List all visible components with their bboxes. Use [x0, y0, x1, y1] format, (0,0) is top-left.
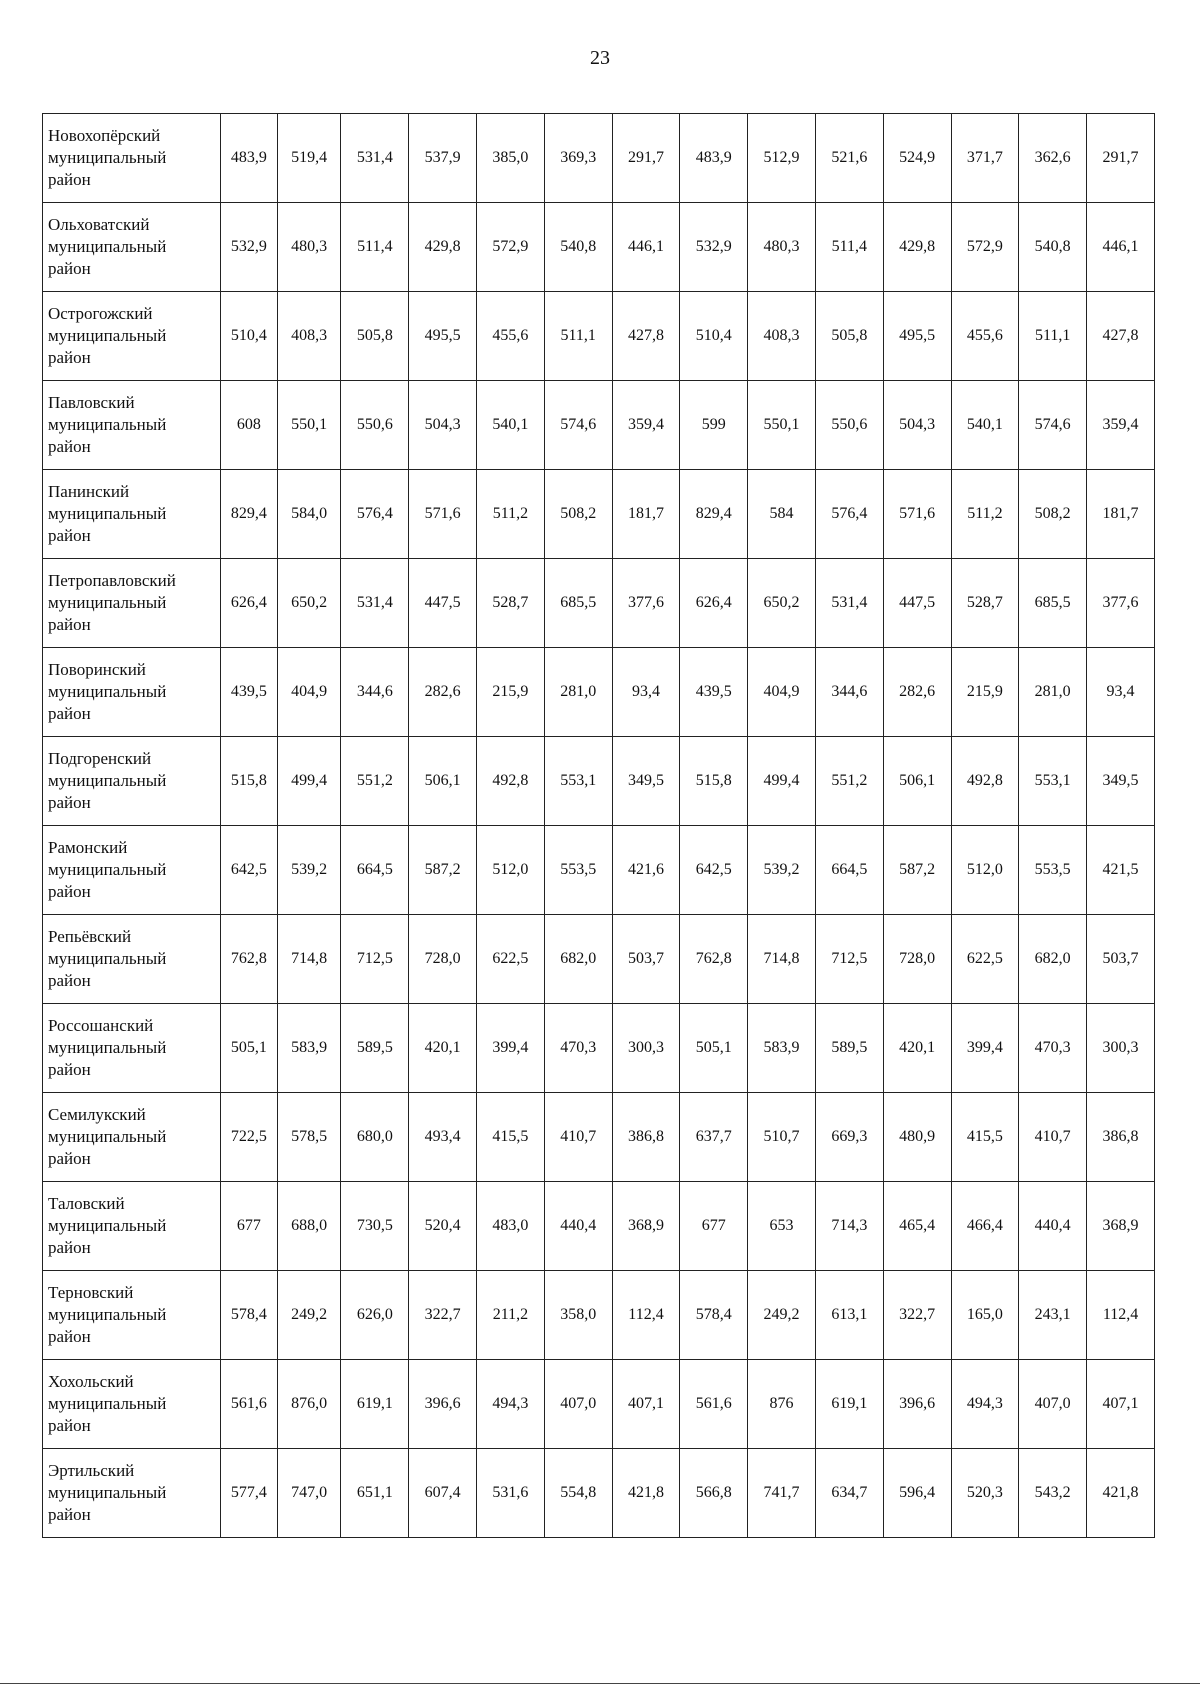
value-cell: 550,1	[277, 381, 341, 470]
table-row	[43, 470, 1155, 559]
value-cell: 447,5	[883, 559, 951, 648]
value-cell: 553,5	[1019, 826, 1087, 915]
value-cell: 607,4	[409, 1449, 477, 1538]
value-cell: 584,0	[277, 470, 341, 559]
value-cell: 587,2	[883, 826, 951, 915]
value-cell: 584	[748, 470, 816, 559]
value-cell: 112,4	[1087, 1271, 1155, 1360]
value-cell: 440,4	[1019, 1182, 1087, 1271]
value-cell: 574,6	[544, 381, 612, 470]
value-cell: 447,5	[409, 559, 477, 648]
value-cell: 386,8	[612, 1093, 680, 1182]
table-row	[43, 559, 1155, 648]
value-cell: 515,8	[680, 737, 748, 826]
table-body	[43, 114, 1155, 1538]
value-cell: 407,0	[1019, 1360, 1087, 1449]
value-cell: 211,2	[477, 1271, 545, 1360]
value-cell: 576,4	[815, 470, 883, 559]
value-cell: 446,1	[1087, 203, 1155, 292]
value-cell: 404,9	[277, 648, 341, 737]
value-cell: 439,5	[221, 648, 278, 737]
value-cell: 876,0	[277, 1360, 341, 1449]
value-cell: 181,7	[1087, 470, 1155, 559]
value-cell: 511,1	[544, 292, 612, 381]
value-cell: 505,1	[680, 1004, 748, 1093]
value-cell: 505,8	[341, 292, 409, 381]
value-cell: 465,4	[883, 1182, 951, 1271]
value-cell: 519,4	[277, 114, 341, 203]
value-cell: 371,7	[951, 114, 1019, 203]
value-cell: 404,9	[748, 648, 816, 737]
value-cell: 664,5	[815, 826, 883, 915]
value-cell: 637,7	[680, 1093, 748, 1182]
value-cell: 344,6	[341, 648, 409, 737]
value-cell: 619,1	[815, 1360, 883, 1449]
value-cell: 494,3	[951, 1360, 1019, 1449]
value-cell: 510,4	[221, 292, 278, 381]
value-cell: 578,4	[221, 1271, 278, 1360]
value-cell: 512,0	[477, 826, 545, 915]
value-cell: 650,2	[277, 559, 341, 648]
value-cell: 599	[680, 381, 748, 470]
district-name-cell: Россошанский муниципальный район	[43, 1004, 221, 1093]
value-cell: 408,3	[748, 292, 816, 381]
district-name-cell: Ольховатский муниципальный район	[43, 203, 221, 292]
value-cell: 446,1	[612, 203, 680, 292]
value-cell: 415,5	[477, 1093, 545, 1182]
value-cell: 112,4	[612, 1271, 680, 1360]
value-cell: 470,3	[544, 1004, 612, 1093]
district-name-cell: Репьёвский муниципальный район	[43, 915, 221, 1004]
value-cell: 93,4	[612, 648, 680, 737]
value-cell: 572,9	[951, 203, 1019, 292]
value-cell: 396,6	[883, 1360, 951, 1449]
district-name-cell: Семилукский муниципальный район	[43, 1093, 221, 1182]
value-cell: 499,4	[748, 737, 816, 826]
value-cell: 571,6	[883, 470, 951, 559]
value-cell: 455,6	[951, 292, 1019, 381]
value-cell: 512,9	[748, 114, 816, 203]
value-cell: 677	[680, 1182, 748, 1271]
value-cell: 493,4	[409, 1093, 477, 1182]
district-name-cell: Подгоренский муниципальный район	[43, 737, 221, 826]
value-cell: 583,9	[277, 1004, 341, 1093]
value-cell: 483,9	[680, 114, 748, 203]
value-cell: 626,0	[341, 1271, 409, 1360]
value-cell: 520,3	[951, 1449, 1019, 1538]
table-row	[43, 915, 1155, 1004]
value-cell: 688,0	[277, 1182, 341, 1271]
value-cell: 508,2	[1019, 470, 1087, 559]
value-cell: 551,2	[815, 737, 883, 826]
value-cell: 420,1	[409, 1004, 477, 1093]
value-cell: 622,5	[477, 915, 545, 1004]
value-cell: 281,0	[1019, 648, 1087, 737]
value-cell: 741,7	[748, 1449, 816, 1538]
value-cell: 551,2	[341, 737, 409, 826]
value-cell: 651,1	[341, 1449, 409, 1538]
value-cell: 762,8	[221, 915, 278, 1004]
value-cell: 550,1	[748, 381, 816, 470]
value-cell: 427,8	[1087, 292, 1155, 381]
value-cell: 420,1	[883, 1004, 951, 1093]
value-cell: 524,9	[883, 114, 951, 203]
value-cell: 714,8	[748, 915, 816, 1004]
value-cell: 577,4	[221, 1449, 278, 1538]
bottom-rule	[0, 1683, 1200, 1684]
value-cell: 511,2	[477, 470, 545, 559]
value-cell: 531,4	[341, 559, 409, 648]
value-cell: 407,0	[544, 1360, 612, 1449]
value-cell: 421,6	[612, 826, 680, 915]
value-cell: 349,5	[1087, 737, 1155, 826]
value-cell: 215,9	[477, 648, 545, 737]
value-cell: 399,4	[951, 1004, 1019, 1093]
value-cell: 539,2	[748, 826, 816, 915]
value-cell: 511,4	[341, 203, 409, 292]
value-cell: 531,4	[815, 559, 883, 648]
value-cell: 728,0	[409, 915, 477, 1004]
value-cell: 685,5	[1019, 559, 1087, 648]
value-cell: 495,5	[883, 292, 951, 381]
value-cell: 619,1	[341, 1360, 409, 1449]
value-cell: 747,0	[277, 1449, 341, 1538]
value-cell: 510,7	[748, 1093, 816, 1182]
value-cell: 215,9	[951, 648, 1019, 737]
value-cell: 407,1	[612, 1360, 680, 1449]
value-cell: 634,7	[815, 1449, 883, 1538]
value-cell: 377,6	[1087, 559, 1155, 648]
value-cell: 508,2	[544, 470, 612, 559]
value-cell: 540,8	[544, 203, 612, 292]
table-row	[43, 114, 1155, 203]
value-cell: 574,6	[1019, 381, 1087, 470]
value-cell: 626,4	[680, 559, 748, 648]
value-cell: 578,5	[277, 1093, 341, 1182]
value-cell: 291,7	[1087, 114, 1155, 203]
value-cell: 300,3	[1087, 1004, 1155, 1093]
value-cell: 291,7	[612, 114, 680, 203]
table-row	[43, 203, 1155, 292]
value-cell: 503,7	[1087, 915, 1155, 1004]
district-name-cell: Новохопёрский муниципальный район	[43, 114, 221, 203]
district-name-cell: Хохольский муниципальный район	[43, 1360, 221, 1449]
value-cell: 553,1	[544, 737, 612, 826]
value-cell: 714,3	[815, 1182, 883, 1271]
page-number: 23	[590, 47, 610, 69]
value-cell: 540,1	[951, 381, 1019, 470]
value-cell: 554,8	[544, 1449, 612, 1538]
value-cell: 505,8	[815, 292, 883, 381]
value-cell: 344,6	[815, 648, 883, 737]
table-row	[43, 648, 1155, 737]
value-cell: 576,4	[341, 470, 409, 559]
value-cell: 377,6	[612, 559, 680, 648]
value-cell: 596,4	[883, 1449, 951, 1538]
value-cell: 543,2	[1019, 1449, 1087, 1538]
value-cell: 483,9	[221, 114, 278, 203]
value-cell: 410,7	[1019, 1093, 1087, 1182]
value-cell: 492,8	[951, 737, 1019, 826]
district-name-cell: Павловский муниципальный район	[43, 381, 221, 470]
value-cell: 495,5	[409, 292, 477, 381]
value-cell: 505,1	[221, 1004, 278, 1093]
table-row	[43, 292, 1155, 381]
value-cell: 511,4	[815, 203, 883, 292]
value-cell: 550,6	[815, 381, 883, 470]
district-name-cell: Эртильский муниципальный район	[43, 1449, 221, 1538]
value-cell: 550,6	[341, 381, 409, 470]
value-cell: 531,6	[477, 1449, 545, 1538]
table-row	[43, 1182, 1155, 1271]
value-cell: 506,1	[409, 737, 477, 826]
district-name-cell: Панинский муниципальный район	[43, 470, 221, 559]
value-cell: 722,5	[221, 1093, 278, 1182]
value-cell: 520,4	[409, 1182, 477, 1271]
value-cell: 712,5	[815, 915, 883, 1004]
value-cell: 531,4	[341, 114, 409, 203]
value-cell: 677	[221, 1182, 278, 1271]
value-cell: 368,9	[612, 1182, 680, 1271]
value-cell: 506,1	[883, 737, 951, 826]
value-cell: 243,1	[1019, 1271, 1087, 1360]
value-cell: 587,2	[409, 826, 477, 915]
value-cell: 653	[748, 1182, 816, 1271]
value-cell: 650,2	[748, 559, 816, 648]
value-cell: 480,9	[883, 1093, 951, 1182]
value-cell: 642,5	[221, 826, 278, 915]
value-cell: 359,4	[1087, 381, 1155, 470]
value-cell: 421,8	[1087, 1449, 1155, 1538]
value-cell: 281,0	[544, 648, 612, 737]
value-cell: 669,3	[815, 1093, 883, 1182]
value-cell: 626,4	[221, 559, 278, 648]
value-cell: 762,8	[680, 915, 748, 1004]
value-cell: 561,6	[680, 1360, 748, 1449]
value-cell: 540,1	[477, 381, 545, 470]
value-cell: 499,4	[277, 737, 341, 826]
value-cell: 349,5	[612, 737, 680, 826]
value-cell: 439,5	[680, 648, 748, 737]
table-row	[43, 1093, 1155, 1182]
value-cell: 415,5	[951, 1093, 1019, 1182]
district-name-cell: Терновский муниципальный район	[43, 1271, 221, 1360]
value-cell: 608	[221, 381, 278, 470]
value-cell: 421,8	[612, 1449, 680, 1538]
value-cell: 480,3	[277, 203, 341, 292]
value-cell: 470,3	[1019, 1004, 1087, 1093]
value-cell: 613,1	[815, 1271, 883, 1360]
value-cell: 521,6	[815, 114, 883, 203]
value-cell: 528,7	[477, 559, 545, 648]
value-cell: 249,2	[277, 1271, 341, 1360]
table-row	[43, 1360, 1155, 1449]
value-cell: 539,2	[277, 826, 341, 915]
value-cell: 504,3	[409, 381, 477, 470]
table-row	[43, 381, 1155, 470]
value-cell: 282,6	[409, 648, 477, 737]
value-cell: 322,7	[883, 1271, 951, 1360]
value-cell: 553,5	[544, 826, 612, 915]
value-cell: 572,9	[477, 203, 545, 292]
value-cell: 440,4	[544, 1182, 612, 1271]
value-cell: 165,0	[951, 1271, 1019, 1360]
value-cell: 494,3	[477, 1360, 545, 1449]
value-cell: 537,9	[409, 114, 477, 203]
value-cell: 642,5	[680, 826, 748, 915]
value-cell: 540,8	[1019, 203, 1087, 292]
value-cell: 410,7	[544, 1093, 612, 1182]
value-cell: 408,3	[277, 292, 341, 381]
table-row	[43, 1449, 1155, 1538]
value-cell: 368,9	[1087, 1182, 1155, 1271]
value-cell: 682,0	[1019, 915, 1087, 1004]
municipal-data-table	[42, 113, 1155, 1538]
value-cell: 532,9	[221, 203, 278, 292]
value-cell: 466,4	[951, 1182, 1019, 1271]
value-cell: 300,3	[612, 1004, 680, 1093]
value-cell: 664,5	[341, 826, 409, 915]
value-cell: 429,8	[409, 203, 477, 292]
value-cell: 829,4	[221, 470, 278, 559]
value-cell: 511,1	[1019, 292, 1087, 381]
value-cell: 249,2	[748, 1271, 816, 1360]
value-cell: 712,5	[341, 915, 409, 1004]
value-cell: 455,6	[477, 292, 545, 381]
value-cell: 362,6	[1019, 114, 1087, 203]
value-cell: 407,1	[1087, 1360, 1155, 1449]
value-cell: 730,5	[341, 1182, 409, 1271]
value-cell: 829,4	[680, 470, 748, 559]
value-cell: 282,6	[883, 648, 951, 737]
value-cell: 728,0	[883, 915, 951, 1004]
value-cell: 358,0	[544, 1271, 612, 1360]
value-cell: 386,8	[1087, 1093, 1155, 1182]
value-cell: 483,0	[477, 1182, 545, 1271]
value-cell: 385,0	[477, 114, 545, 203]
value-cell: 578,4	[680, 1271, 748, 1360]
value-cell: 566,8	[680, 1449, 748, 1538]
value-cell: 359,4	[612, 381, 680, 470]
value-cell: 369,3	[544, 114, 612, 203]
value-cell: 427,8	[612, 292, 680, 381]
value-cell: 589,5	[341, 1004, 409, 1093]
value-cell: 396,6	[409, 1360, 477, 1449]
district-name-cell: Острогожский муниципальный район	[43, 292, 221, 381]
value-cell: 511,2	[951, 470, 1019, 559]
value-cell: 682,0	[544, 915, 612, 1004]
value-cell: 181,7	[612, 470, 680, 559]
value-cell: 571,6	[409, 470, 477, 559]
table-row	[43, 737, 1155, 826]
district-name-cell: Петропавловский муниципальный район	[43, 559, 221, 648]
value-cell: 93,4	[1087, 648, 1155, 737]
value-cell: 714,8	[277, 915, 341, 1004]
table-row	[43, 1004, 1155, 1093]
value-cell: 322,7	[409, 1271, 477, 1360]
value-cell: 421,5	[1087, 826, 1155, 915]
value-cell: 583,9	[748, 1004, 816, 1093]
value-cell: 492,8	[477, 737, 545, 826]
district-name-cell: Рамонский муниципальный район	[43, 826, 221, 915]
value-cell: 553,1	[1019, 737, 1087, 826]
value-cell: 480,3	[748, 203, 816, 292]
table-row	[43, 826, 1155, 915]
value-cell: 561,6	[221, 1360, 278, 1449]
table-row	[43, 1271, 1155, 1360]
value-cell: 528,7	[951, 559, 1019, 648]
value-cell: 532,9	[680, 203, 748, 292]
value-cell: 622,5	[951, 915, 1019, 1004]
value-cell: 589,5	[815, 1004, 883, 1093]
value-cell: 399,4	[477, 1004, 545, 1093]
value-cell: 685,5	[544, 559, 612, 648]
district-name-cell: Таловский муниципальный район	[43, 1182, 221, 1271]
value-cell: 680,0	[341, 1093, 409, 1182]
value-cell: 515,8	[221, 737, 278, 826]
district-name-cell: Поворинский муниципальный район	[43, 648, 221, 737]
value-cell: 876	[748, 1360, 816, 1449]
value-cell: 510,4	[680, 292, 748, 381]
value-cell: 503,7	[612, 915, 680, 1004]
value-cell: 504,3	[883, 381, 951, 470]
value-cell: 512,0	[951, 826, 1019, 915]
value-cell: 429,8	[883, 203, 951, 292]
